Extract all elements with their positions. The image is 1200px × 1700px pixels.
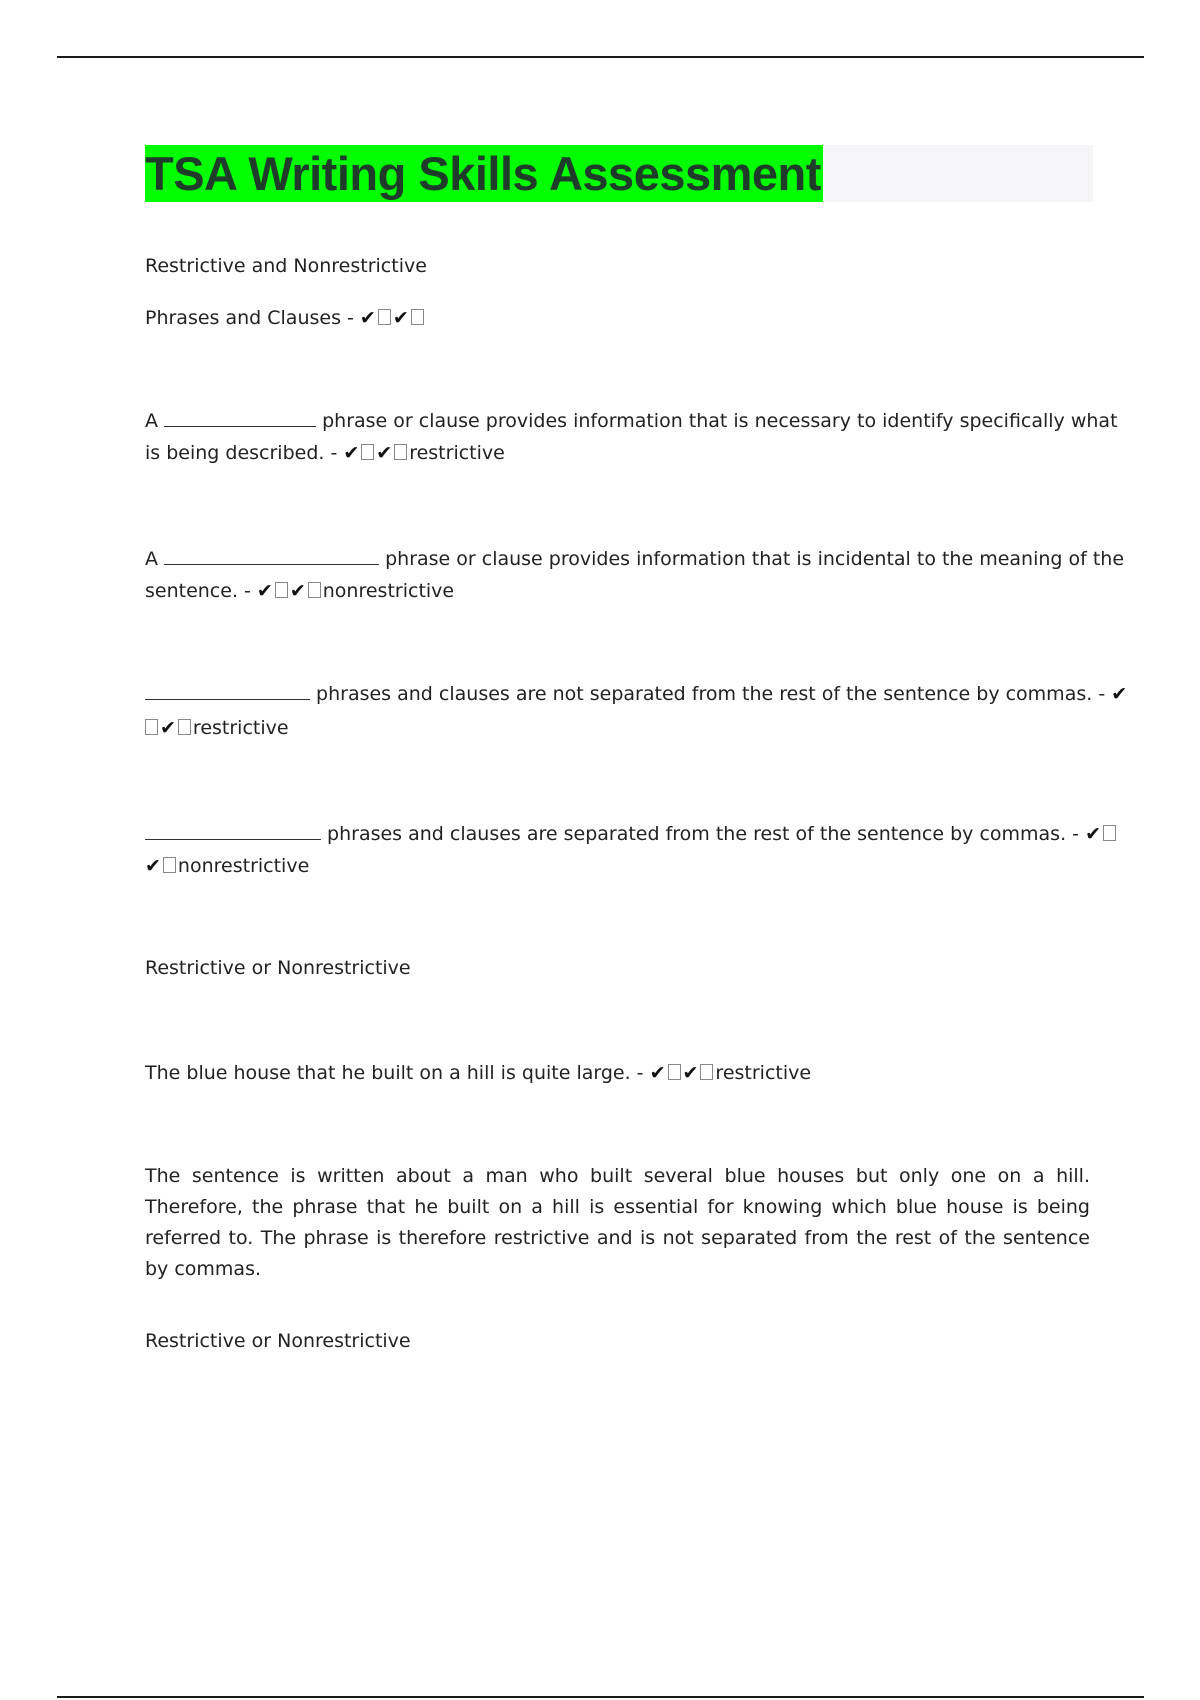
question-4-text: phrases and clauses are separated from the rest of the sentence by commas. - xyxy=(321,823,1086,845)
question-4-answer: nonrestrictive xyxy=(177,855,310,877)
bottom-rule xyxy=(57,1696,1144,1698)
check-icon: ✔ xyxy=(682,1062,699,1084)
question-3-line-1 xyxy=(145,678,1128,710)
question-1-line-2 xyxy=(145,437,1090,469)
question-1-continuation: is being described. - xyxy=(145,442,344,464)
question-3-answer: restrictive xyxy=(192,717,289,739)
top-rule xyxy=(57,56,1144,58)
question-1-line-1 xyxy=(145,405,1118,437)
check-icon: ✔ xyxy=(289,580,306,602)
section-heading: Restrictive or Nonrestrictive xyxy=(145,957,411,979)
question-2-line-2 xyxy=(145,575,1090,607)
section-subheading xyxy=(145,302,1090,334)
box-icon xyxy=(411,309,424,325)
question-1-answer: restrictive xyxy=(409,442,505,464)
question-2-answer: nonrestrictive xyxy=(322,580,455,602)
question-1-prefix: A xyxy=(145,410,165,432)
question-4-line-2 xyxy=(145,850,1090,882)
check-icon: ✔ xyxy=(256,580,273,602)
box-icon xyxy=(378,309,391,325)
question-4-line-1 xyxy=(145,818,1101,850)
question-3-text: phrases and clauses are not separated from the rest of the sentence by commas. - xyxy=(310,683,1112,705)
answer-blank xyxy=(164,408,316,427)
check-icon: ✔ xyxy=(145,855,161,877)
box-icon xyxy=(308,582,321,598)
question-5-answer: restrictive xyxy=(715,1062,812,1084)
check-icon: ✔ xyxy=(1111,683,1128,705)
check-icon: ✔ xyxy=(376,442,393,464)
question-2-line-1 xyxy=(145,543,1125,575)
check-icon: ✔ xyxy=(160,717,176,739)
box-icon xyxy=(394,444,407,460)
document-title: TSA Writing Skills Assessment xyxy=(145,147,821,200)
box-icon xyxy=(163,857,176,873)
question-2-continuation: sentence. - xyxy=(145,580,257,602)
box-icon xyxy=(1103,825,1116,841)
question-5-line xyxy=(145,1057,1090,1089)
section-heading: Restrictive or Nonrestrictive xyxy=(145,1330,411,1352)
check-icon: ✔ xyxy=(1085,823,1101,845)
box-icon xyxy=(700,1064,713,1080)
box-icon xyxy=(668,1064,681,1080)
check-icon: ✔ xyxy=(392,307,409,329)
box-icon xyxy=(275,582,288,598)
check-icon: ✔ xyxy=(359,307,376,329)
explanation-paragraph: The sentence is written about a man who built several blue houses but only one on a hill. Therefore, the phrase that he built on a hill is essential for knowing which blue house is being referred to. The phrase is therefore restrictive and is not separated from the rest of the sentence by commas. xyxy=(145,1165,1090,1280)
check-icon: ✔ xyxy=(649,1062,666,1084)
question-1-text: phrase or clause provides information that is necessary to identify specifically what xyxy=(316,410,1118,432)
subheading-text: Phrases and Clauses - xyxy=(145,307,360,329)
answer-blank xyxy=(164,546,379,565)
check-icon: ✔ xyxy=(343,442,360,464)
box-icon xyxy=(361,444,374,460)
question-2-prefix: A xyxy=(145,548,165,570)
answer-blank xyxy=(145,681,310,700)
question-2-text: phrase or clause provides information that is incidental to the meaning of the xyxy=(379,548,1125,570)
answer-blank xyxy=(145,821,321,840)
question-3-line-2 xyxy=(145,712,1090,744)
box-icon xyxy=(178,719,191,735)
box-icon xyxy=(145,719,158,735)
question-5-text: The blue house that he built on a hill is quite large. - xyxy=(145,1062,650,1084)
section-heading: Restrictive and Nonrestrictive xyxy=(145,255,427,277)
